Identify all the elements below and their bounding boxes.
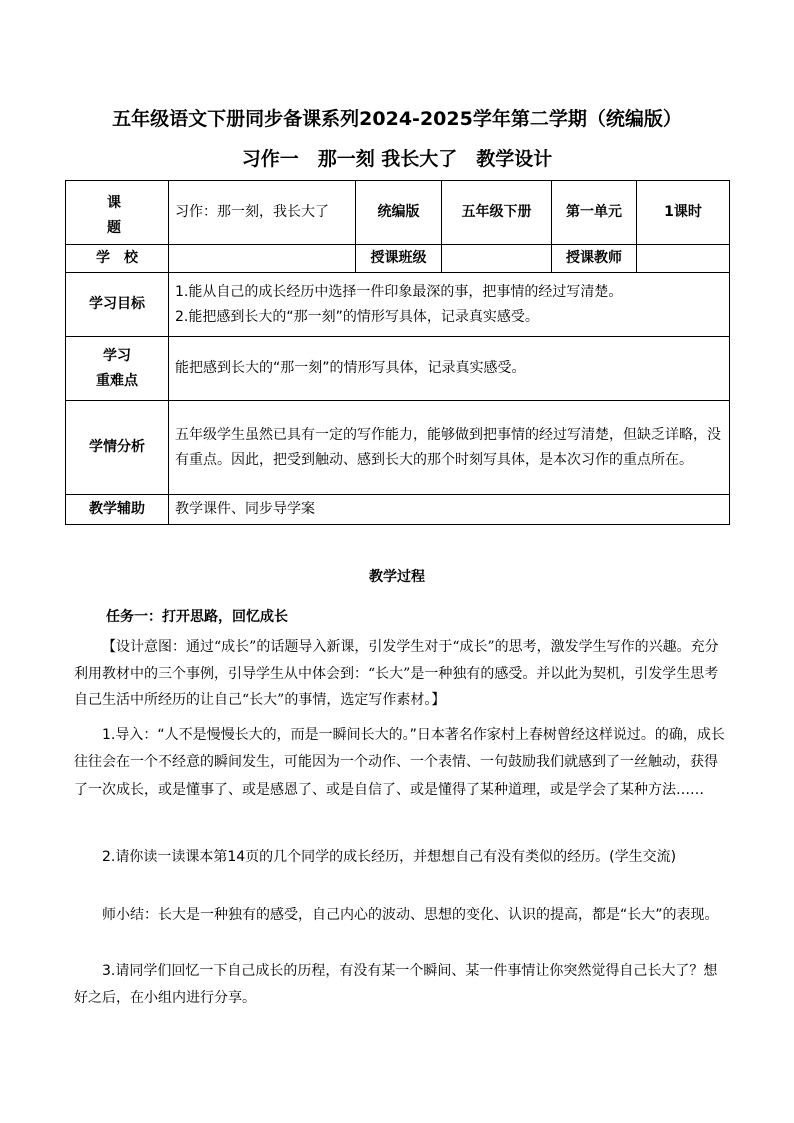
teacher-value xyxy=(637,245,730,273)
aids-label: 教学辅助 xyxy=(66,495,169,525)
paragraph-read: 2.请你读一读课本第14页的几个同学的成长经历，并想想自己有没有类似的经历。(学生交流) xyxy=(102,849,677,865)
edition-cell: 统编版 xyxy=(356,181,442,245)
teacher-label: 授课教师 xyxy=(552,245,637,273)
key-points-row xyxy=(66,337,730,401)
document-title: 五年级语文下册同步备课系列2024-2025学年第二学期（统编版） xyxy=(112,108,682,130)
goals-row xyxy=(66,273,730,337)
hours-cell: 1课时 xyxy=(637,181,730,245)
grade-cell: 五年级下册 xyxy=(442,181,552,245)
topic-value: 习作：那一刻，我长大了 xyxy=(169,181,356,245)
paragraph-summary: 师小结：长大是一种独有的感受，自己内心的波动、思想的变化、认识的提高，都是“长大”的表现。 xyxy=(102,907,719,923)
analysis-value: 五年级学生虽然已具有一定的写作能力，能够做到把事情的经过写清楚，但缺乏详略，没有重点。因此，把受到触动、感到长大的那个时刻写具体，是本次习作的重点所在。 xyxy=(169,401,730,495)
key-points-label-line: 重难点 xyxy=(96,372,138,389)
unit-cell: 第一单元 xyxy=(552,181,637,245)
section-title: 教学过程 xyxy=(369,569,425,585)
paragraph-intro: 1.导入：“人不是慢慢长大的，而是一瞬间长大的。”日本著名作家村上春树曾经这样说过。的确，成长往往会在一个不经意的瞬间发生，可能因为一个动作、一个表情、一句鼓励我们就感到了一丝触动，获得了一次成长，或是懂事了、或是感恩了、或是自信了、或是懂得了某种道理，或是学会了某种方法…… xyxy=(74,727,725,798)
class-label: 授课班级 xyxy=(356,245,442,273)
topic-label: 课 题 xyxy=(66,181,169,245)
class-value xyxy=(442,245,552,273)
key-points-value: 能把感到长大的“那一刻”的情形写具体，记录真实感受。 xyxy=(169,337,730,401)
paragraph-share: 3.请同学们回忆一下自己成长的历程，有没有某一个瞬间、某一件事情让你突然觉得自己长大了？想好之后，在小组内进行分享。 xyxy=(74,963,718,1007)
key-points-label xyxy=(66,337,169,401)
task-heading: 任务一：打开思路，回忆成长 xyxy=(106,609,288,625)
topic-row xyxy=(66,181,730,245)
aids-value: 教学课件、同步导学案 xyxy=(169,495,730,525)
lesson-title: 习作一 那一刻 我长大了 教学设计 xyxy=(241,148,553,170)
key-points-label-line: 学习 xyxy=(103,348,131,364)
lesson-info-table xyxy=(65,180,730,525)
goals-label: 学习目标 xyxy=(66,273,169,337)
design-intent: 【设计意图：通过“成长”的话题导入新课，引发学生对于“成长”的思考，激发学生写作的兴趣。充分利用教材中的三个事例，引导学生从中体会到：“长大”是一种独有的感受。并以此为契机，引发学生思考自己生活中所经历的让自己“长大”的事情，选定写作素材。】 xyxy=(74,639,719,709)
analysis-label: 学情分析 xyxy=(66,401,169,495)
analysis-row xyxy=(66,401,730,495)
school-value xyxy=(169,245,356,273)
aids-row xyxy=(66,495,730,525)
school-row xyxy=(66,245,730,273)
goal-item: 2.能把感到长大的“那一刻”的情形写具体，记录真实感受。 xyxy=(175,308,539,325)
goals-value xyxy=(169,273,730,337)
goal-item: 1.能从自己的成长经历中选择一件印象最深的事，把事情的经过写清楚。 xyxy=(175,284,623,300)
school-label: 学 校 xyxy=(66,245,169,273)
